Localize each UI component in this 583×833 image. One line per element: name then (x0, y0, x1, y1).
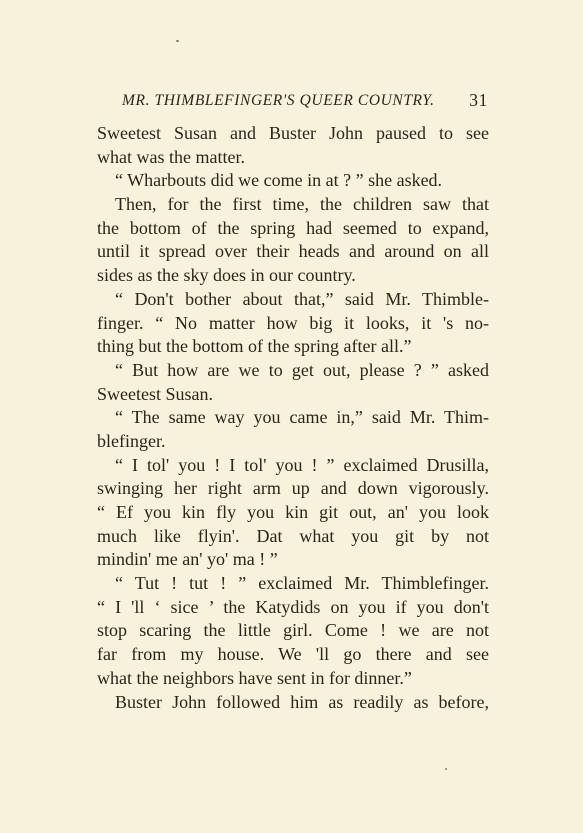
text-line: stop scaring the little girl. Come ! we are not (97, 620, 489, 641)
text-line: “ Tut ! tut ! ” exclaimed Mr. Thimblefinger. (115, 573, 489, 594)
text-line: swinging her right arm up and down vigorously. (97, 478, 489, 499)
text-line: mindin' me an' yo' ma ! ” (97, 549, 278, 570)
text-line: “ But how are we to get out, please ? ” asked (115, 359, 489, 380)
text-line: what the neighbors have sent in for dinner.” (97, 667, 412, 688)
text-line: far from my house. We 'll go there and see (97, 644, 489, 665)
text-line: Sweetest Susan and Buster John paused to see (97, 123, 489, 143)
text-line: “ Don't bother about that,” said Mr. Thimble- (115, 288, 489, 309)
text-line: Sweetest Susan. (97, 383, 213, 404)
paper-speck (176, 40, 179, 42)
text-line: Buster John followed him as readily as before, (115, 691, 489, 712)
text-line: the bottom of the spring had seemed to expand, (97, 217, 489, 238)
text-line: thing but the bottom of the spring after all.” (97, 336, 412, 357)
text-line: “ Ef you kin fly you kin git out, an' you look (97, 502, 489, 522)
paper-speck (445, 768, 447, 770)
body-text (97, 122, 489, 714)
text-line: much like flyin'. Dat what you git by not (97, 525, 489, 546)
page-number: 31 (469, 90, 488, 110)
running-head (122, 88, 488, 112)
text-line: finger. “ No matter how big it looks, it 's no- (97, 312, 489, 333)
text-line: “ I tol' you ! I tol' you ! ” exclaimed Drusilla, (115, 454, 489, 475)
text-line: until it spread over their heads and around on all (97, 241, 489, 262)
text-line: Then, for the first time, the children saw that (115, 194, 489, 215)
text-line: “ Wharbouts did we come in at ? ” she asked. (115, 170, 443, 191)
running-head-title: MR. THIMBLEFINGER'S QUEER COUNTRY. (122, 92, 435, 109)
text-line: sides as the sky does in our country. (97, 265, 356, 286)
text-line: what was the matter. (97, 146, 245, 167)
text-line: blefinger. (97, 430, 166, 451)
text-line: “ The same way you came in,” said Mr. Thim- (115, 407, 489, 428)
text-line: “ I 'll ‘ sice ’ the Katydids on you if you don't (97, 596, 489, 617)
